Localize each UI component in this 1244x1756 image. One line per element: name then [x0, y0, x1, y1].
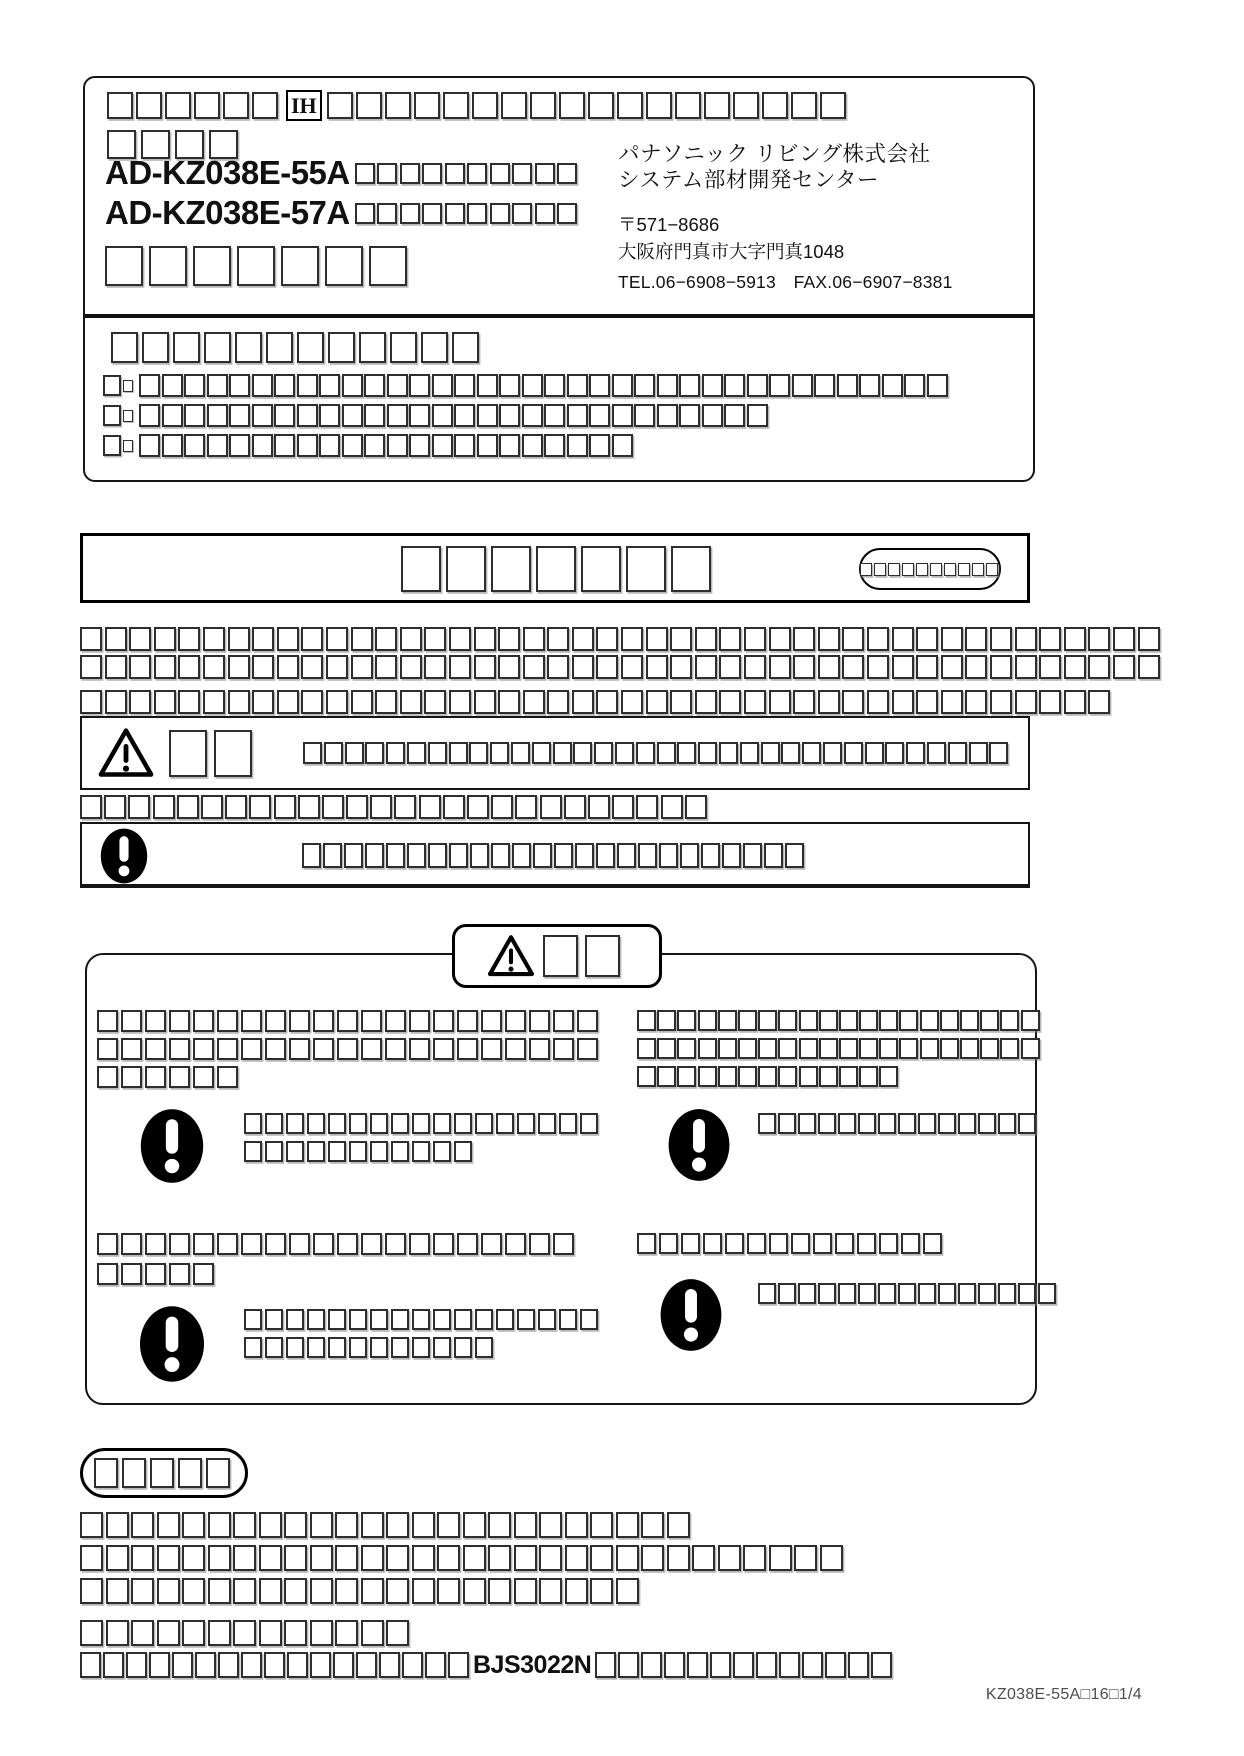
- bullet-marker-icon: [103, 405, 121, 426]
- applicability-pill-boxes: [860, 563, 1000, 576]
- company-address: 大阪府門真市大字門真1048: [618, 240, 845, 262]
- bullet-submarker-icon: [123, 410, 133, 422]
- caution-right-para2-line1: [637, 1233, 945, 1254]
- mandatory-circle-icon: [664, 1107, 734, 1183]
- applicability-pill: [859, 548, 1001, 590]
- install-section-pill: [80, 1448, 248, 1498]
- model-number-1: AD-KZ038E-55A: [105, 154, 350, 191]
- install-line-2: [80, 1545, 845, 1571]
- bullet-marker-icon: [103, 375, 121, 396]
- caution-left-para1-line2: [97, 1038, 601, 1060]
- install-final-tail-boxes: [595, 1652, 894, 1678]
- caution-left-item1-text-line1: [244, 1113, 601, 1134]
- caution-right-para1-line1: [637, 1010, 1041, 1031]
- page-footer: KZ038E-55A□16□1/4: [985, 1686, 1142, 1703]
- warning-label-boxes: [169, 730, 259, 777]
- series-boxes-row: [105, 246, 413, 286]
- warning-text-boxes: [303, 742, 1010, 764]
- product-title-row: [107, 90, 849, 121]
- warning-banner: [80, 716, 1030, 790]
- model-1-suffix-boxes: [355, 163, 580, 184]
- model-number-2: AD-KZ038E-57A: [105, 194, 350, 231]
- model-row-1: [105, 154, 580, 192]
- header-box: [83, 76, 1035, 482]
- install-line-1: [80, 1512, 692, 1538]
- caution-right-para1-line3: [637, 1066, 899, 1087]
- intro-line-1: [80, 627, 1162, 651]
- caution-right-item1-text-line1: [758, 1113, 1038, 1134]
- mandatory-circle-icon: [135, 1107, 209, 1185]
- company-postal: 〒571−8686: [618, 213, 720, 235]
- bullet-submarker-icon: [123, 380, 133, 392]
- mandatory-circle-icon: [98, 827, 150, 885]
- install-final-lead-boxes: [80, 1652, 471, 1678]
- notice-bullet-2: [103, 404, 769, 427]
- notice-bullet-3-boxes: [139, 434, 634, 457]
- mandatory-banner: [80, 822, 1030, 888]
- notice-bullet-1-boxes: [139, 374, 949, 397]
- install-final-line: [80, 1652, 894, 1678]
- mandatory-text-boxes: [302, 843, 806, 868]
- ih-badge: IH: [286, 90, 322, 121]
- mandatory-circle-icon: [658, 1277, 724, 1353]
- intro-line-3: [80, 690, 1113, 714]
- header-divider: [85, 314, 1033, 318]
- intro-line-2: [80, 655, 1162, 679]
- mandatory-circle-icon: [135, 1304, 209, 1384]
- caution-left-para1-line1: [97, 1010, 601, 1032]
- caution-right-para1-line2: [637, 1038, 1041, 1059]
- notice-bullet-3: [103, 434, 634, 457]
- notice-bullet-2-boxes: [139, 404, 769, 427]
- safety-title-bar: [80, 533, 1030, 603]
- bullet-marker-icon: [103, 435, 121, 456]
- caution-box: [85, 953, 1037, 1405]
- product-code: BJS3022N: [473, 1651, 592, 1679]
- company-name-line1: パナソニック リビング株式会社: [618, 142, 931, 166]
- warning-triangle-icon: [97, 727, 155, 779]
- notice-bullet-1: [103, 374, 949, 397]
- model-row-2: [105, 194, 580, 232]
- caution-left-item2-text-line2: [244, 1337, 496, 1358]
- company-telfax: TEL.06−6908−5913 FAX.06−6907−8381: [618, 271, 953, 292]
- caution-left-para2-line1: [97, 1233, 577, 1255]
- caution-left-para2-line2: [97, 1263, 217, 1285]
- caution-right-item2-text-line1: [758, 1283, 1058, 1304]
- severity-note-line: [80, 795, 709, 819]
- safety-title-boxes: [401, 546, 716, 592]
- caution-tab: [452, 924, 662, 988]
- company-name-line2: システム部材開発センター: [618, 167, 879, 192]
- caution-left-item1-text-line2: [244, 1141, 475, 1162]
- warning-triangle-icon: [487, 934, 535, 978]
- caution-left-para1-line3: [97, 1066, 241, 1088]
- company-block: [618, 142, 953, 293]
- bullet-submarker-icon: [123, 440, 133, 452]
- install-line-4: [80, 1620, 412, 1646]
- caution-label-boxes: [543, 935, 627, 977]
- caution-left-item2-text-line1: [244, 1309, 601, 1330]
- install-pill-boxes: [94, 1458, 234, 1488]
- model-2-suffix-boxes: [355, 203, 580, 224]
- install-line-3: [80, 1578, 641, 1604]
- notice-heading-boxes: [111, 332, 483, 363]
